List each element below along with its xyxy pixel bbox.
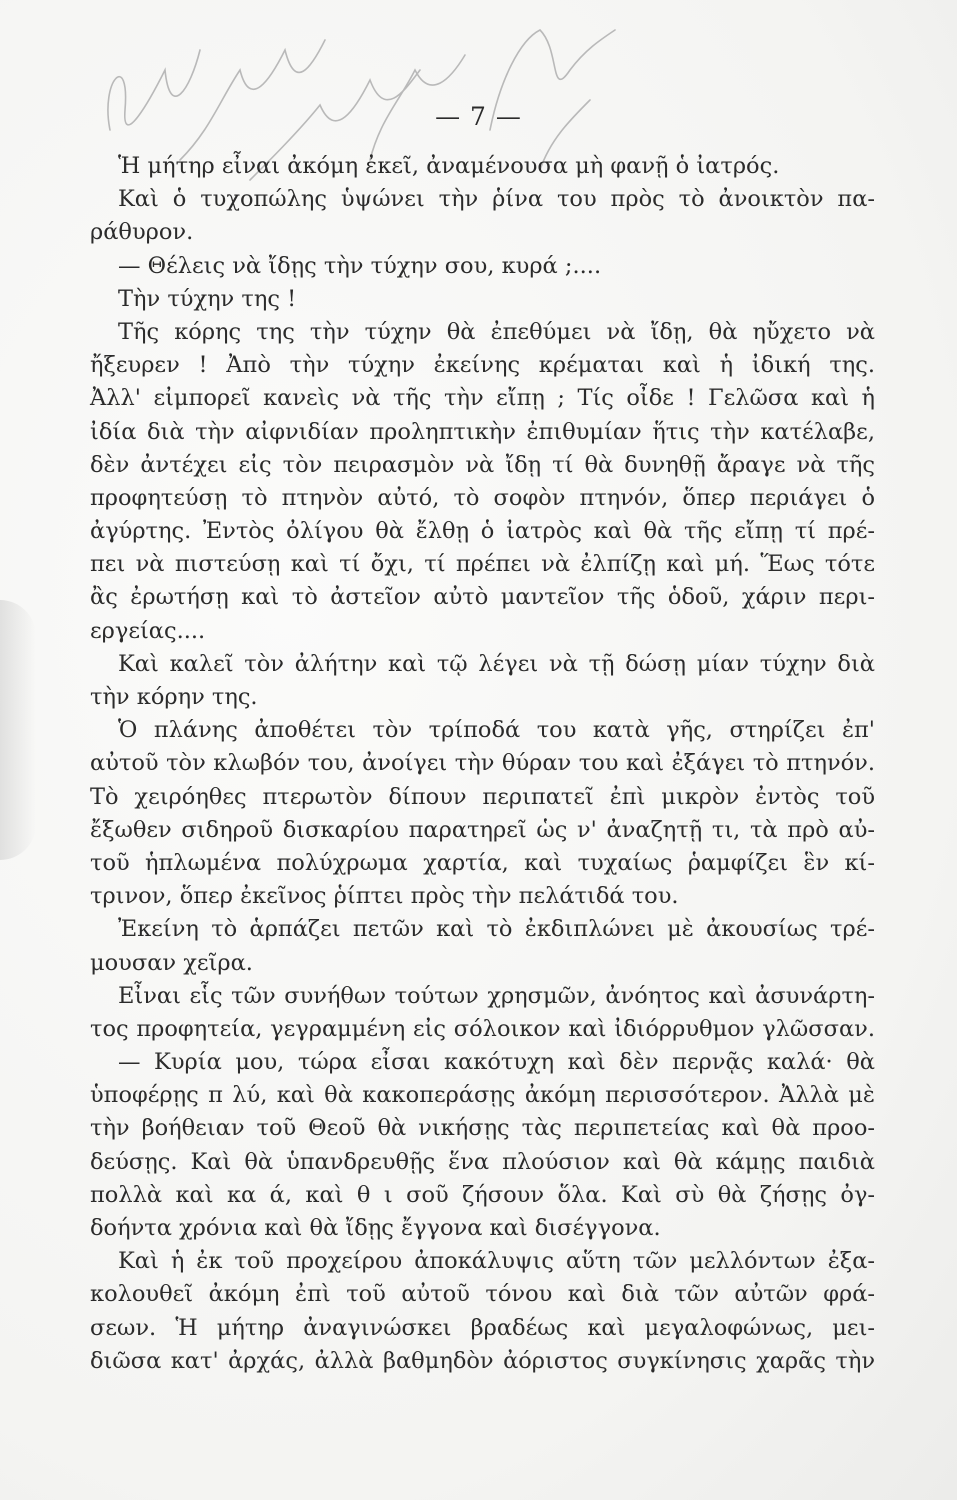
- text-line: τρινον, ὅπερ ἐκεῖνος ῥίπτει πρὸς τὴν πελάτιδά του.: [90, 883, 679, 910]
- text-line: κολουθεῖ ἀκόμη ἐπὶ τοῦ αὐτοῦ τόνου καὶ διὰ τῶν αὐτῶν φρά-: [90, 1281, 875, 1308]
- text-line: μουσαν χεῖρα.: [90, 949, 253, 976]
- text-line: Ἀλλ' εἰμπορεῖ κανεὶς νὰ τῆς τὴν εἴπῃ ; Τίς οἶδε ! Γελῶσα καὶ ἡ: [90, 385, 875, 412]
- text-line: — Κυρία μου, τώρα εἶσαι κακότυχη καὶ δὲν περνᾷς καλά· θὰ: [118, 1049, 875, 1076]
- text-line: προφητεύσῃ τὸ πτηνὸν αὐτό, τὸ σοφὸν πτηνόν, ὅπερ περιάγει ὁ: [90, 484, 875, 511]
- text-line: ράθυρον.: [90, 219, 194, 246]
- text-line: ἂς ἐρωτήσῃ καὶ τὸ ἀστεῖον αὐτὸ μαντεῖον τῆς ὁδοῦ, χάριν περι-: [90, 584, 875, 611]
- text-line: Τὸ χειρόηθες πτερωτὸν δίπουν περιπατεῖ ἐπὶ μικρὸν ἐντὸς τοῦ: [90, 783, 875, 810]
- text-line: ἤξευρεν ! Ἀπὸ τὴν τύχην ἐκείνης κρέμαται καὶ ἡ ἰδική της.: [90, 352, 875, 379]
- text-line: δοήντα χρόνια καὶ θὰ ἴδῃς ἔγγονα καὶ δισέγγονα.: [90, 1215, 661, 1241]
- text-line: πει νὰ πιστεύσῃ καὶ τί ὄχι, τί πρέπει νὰ ἐλπίζῃ καὶ μή. Ἕως τότε: [90, 551, 875, 578]
- text-line: σεων. Ἡ μήτηρ ἀναγινώσκει βραδέως καὶ μεγαλοφώνως, μει-: [90, 1314, 875, 1341]
- text-line: τὴν κόρην της.: [90, 684, 258, 710]
- text-line: τος προφητεία, γεγραμμένη εἰς σόλοικον καὶ ἰδιόρρυθμον γλῶσσαν.: [90, 1015, 875, 1042]
- text-line: Εἶναι εἷς τῶν συνήθων τούτων χρησμῶν, ἀνόητος καὶ ἀσυνάρτη-: [118, 982, 875, 1009]
- text-line: τοῦ ἡπλωμένα πολύχρωμα χαρτία, καὶ τυχαίως ῥαμφίζει ἓν κί-: [90, 849, 875, 876]
- text-line: διῶσα κατ' ἀρχάς, ἀλλὰ βαθμηδὸν ἀόριστος συγκίνησις χαρᾶς τὴν: [90, 1347, 875, 1374]
- text-line: αὐτοῦ τὸν κλωβόν του, ἀνοίγει τὴν θύραν του καὶ ἐξάγει τὸ πτηνόν.: [90, 750, 875, 777]
- text-line: δὲν ἀντέχει εἰς τὸν πειρασμὸν νὰ ἴδῃ τί θὰ δυνηθῇ ἄραγε νὰ τῆς: [90, 451, 875, 478]
- text-line: δεύσῃς. Καὶ θὰ ὑπανδρευθῇς ἕνα πλούσιον καὶ θὰ κάμῃς παιδιὰ: [90, 1148, 875, 1175]
- text-line: πολλὰ καὶ κα ά, καὶ θ ι σοῦ ζήσουν ὅλα. Καὶ σὺ θὰ ζήσῃς ὀγ-: [90, 1181, 875, 1208]
- text-line: τὴν βοήθειαν τοῦ Θεοῦ θὰ νικήσῃς τὰς περιπετείας καὶ θὰ προο-: [90, 1115, 875, 1142]
- text-line: Ὁ πλάνης ἀποθέτει τὸν τρίποδά του κατὰ γῆς, στηρίζει ἐπ': [118, 717, 875, 744]
- text-line: Καὶ καλεῖ τὸν ἀλήτην καὶ τῷ λέγει νὰ τῇ δώσῃ μίαν τύχην διὰ: [118, 650, 875, 677]
- body-text: [90, 150, 875, 1378]
- text-line: ὑποφέρῃς π λύ, καὶ θὰ κακοπεράσῃς ἀκόμη περισσότερον. Ἀλλὰ μὲ: [90, 1082, 875, 1109]
- text-line: εργείας....: [90, 617, 206, 644]
- text-line: ἔξωθεν σιδηροῦ δισκαρίου παρατηρεῖ ὡς ν' ἀναζητῇ τι, τὰ πρὸ αὐ-: [90, 816, 875, 843]
- text-line: — Θέλεις νὰ ἴδῃς τὴν τύχην σου, κυρά ;....: [118, 252, 602, 279]
- text-line: Καὶ ὁ τυχοπώλης ὑψώνει τὴν ῥίνα του πρὸς τὸ ἀνοικτὸν πα-: [118, 186, 875, 213]
- text-line: Ἡ μήτηρ εἶναι ἀκόμη ἐκεῖ, ἀναμένουσα μὴ φανῇ ὁ ἰατρός.: [118, 153, 780, 179]
- page-edge-shadow: [0, 600, 36, 860]
- text-line: Καὶ ἡ ἐκ τοῦ προχείρου ἀποκάλυψις αὕτη τῶν μελλόντων ἐξα-: [118, 1248, 875, 1275]
- text-line: Τῆς κόρης της τὴν τύχην θὰ ἐπεθύμει νὰ ἴδῃ, θὰ ηὔχετο νὰ: [118, 318, 875, 345]
- text-line: Ἐκείνη τὸ ἁρπάζει πετῶν καὶ τὸ ἐκδιπλώνει μὲ ἀκουσίως τρέ-: [118, 916, 875, 943]
- text-line: ἰδία διὰ τὴν αἰφνιδίαν προληπτικὴν ἐπιθυμίαν ἥτις τὴν κατέλαβε,: [90, 418, 875, 445]
- page-number: — 7 —: [435, 102, 522, 131]
- text-line: ἀγύρτης. Ἐντὸς ὀλίγου θὰ ἔλθῃ ὁ ἰατρὸς καὶ θὰ τῆς εἴπῃ τί πρέ-: [90, 518, 875, 545]
- text-line: Τὴν τύχην της !: [118, 285, 297, 312]
